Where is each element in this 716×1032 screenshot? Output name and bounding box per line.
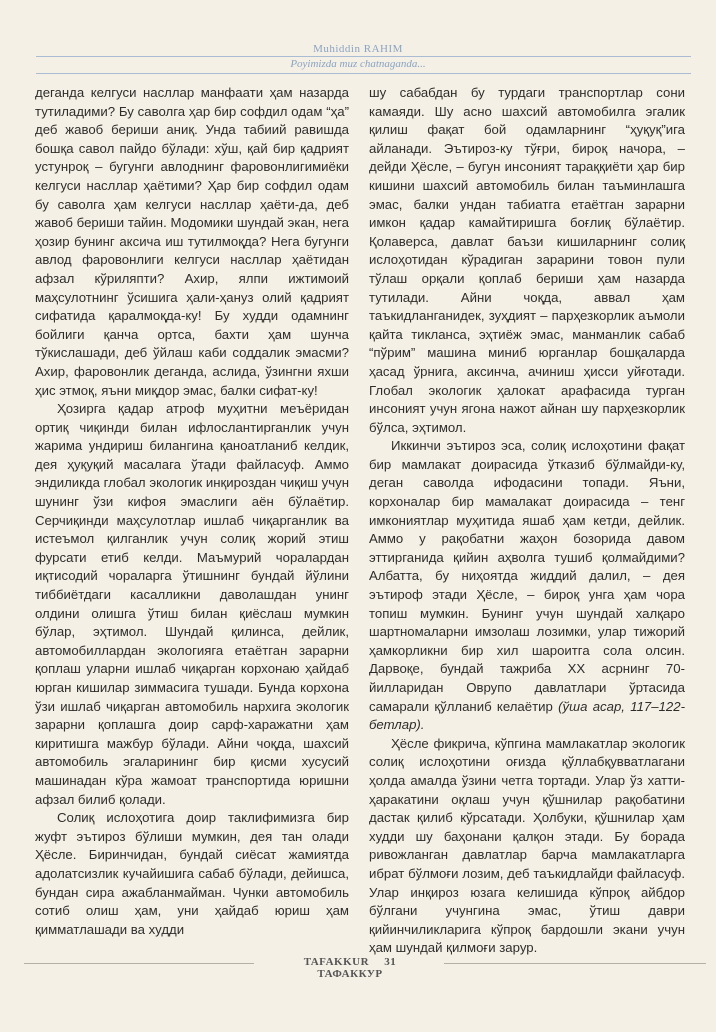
paragraph: Ҳёсле фикрича, кўпгина мамлакатлар экологик солиқ ислоҳотини оғизда қўллабқувватлагани ҳолда амалда ўзини четга тортади. Улар ўз хатти-ҳаракатини оқлаш учун қўшнилар рақобатини дастак қилиб кўрсатади. Ҳолбуки, қўшнилар ҳам худди шу баҳонани қалқон этади. Бу борада ривожланган давлатлар барча мамлакатларга ибрат бўлмоғи лозим, деб таъкидлайди файласуф. Улар инқироз юзага келишида кўпроқ айбдор бўлгани учунгина эмас, ўтиш даври қийинчиликларига кўпроқ бардошли экани учун ҳам шундай қилмоғи зарур. [369,735,685,956]
header-rule-bottom [36,73,691,74]
article-subtitle: Poyimizda muz chatnaganda... [290,58,426,70]
footer-rule-right [444,963,706,964]
left-column [35,84,349,939]
footer-title-latin: TAFAKKUR [303,956,370,968]
page-footer [260,956,440,980]
paragraph-text: Иккинчи эътироз эса, солиқ ислоҳотини фақат бир мамлакат доирасида ўтказиб бўлмайди-ку, деган саволда ифодасини топади. Яъни, корхоналар бир мамалакат доирасида – тенг имкониятлар муҳитида яшаб ҳам кетди, дейлик. Аммо у рақобатни жаҳон бозорида давом эттирганида қийин аҳволга тушиб қолмайдими? Албатта, бу ниҳоятда жиддий далил, – дея эътироф этади Ҳёсле, – бироқ унга ҳам чора топиш мумкин. Бунинг учун шундай халқаро шартномаларни имзолаш лозимки, улар тижорий ҳамкорликни бир хил шароитга сола олсин. Дарвоқе, бундай тажриба XX асрнинг 70-йилларидан Оврупо давлатлари ўртасида самарали қўлланиб келаётир [369,438,685,714]
page-header [0,0,716,90]
footer-title-cyrillic: ТАФАККУР [317,968,383,980]
page-number: 31 [384,956,397,968]
paragraph: Ҳозирга қадар атроф муҳитни меъёридан ортиқ чиқинди билан ифлослантирганлик учун жарима ундириш билангина қаноатланиб келдик, дея ҳуқуқий масалага ўтади файласуф. Аммо эндиликда глобал экологик инқироздан чиқиш учун шунинг ўзи кифоя эмаслиги аён бўлаётир. Серчиқинди маҳсулотлар ишлаб чиқарганлик ва истеъмол қилганлик учун солиқ жорий этиш фурсати етиб келди. Маъмурий чоралардан иқтисодий чораларга ўтишнинг бундай йўлини тиббиётдаги касалликни даволашдан унинг олдини олишга ўтиш билан қиёслаш мумкин бўлар, эҳтимол. Шундай қилинса, дейлик, автомобиллардан экологияга етаётган зарарни қоплаш уларни ишлаб чиқарган корхонаю ҳайдаб юрган кишилар зиммасига тушади. Бунда корхона ўзи ишлаб чиқарган автомобиль нархига экологик зарарни қоплашга доир сарф-харажатни ҳам киритишга мажбур бўлади. Айни чоқда, шахсий автомобиль эгаларининг бир қисми хусусий машинадан кўра жамоат транспортида юришни афзал билиб қолади. [35,401,349,807]
header-rule-top [36,56,691,57]
paragraph: Солиқ ислоҳотига доир таклифимизга бир жуфт эътироз бўлиши мумкин, дея тан олади Ҳёсле. Биринчидан, бундай сиёсат жамиятда адолатсизлик кучайишига сабаб бўлади, дейишса, бундан сира ажабланмайман. Чунки автомобиль сотиб олиш ҳам, уни ҳайдаб юриш ҳам қимматлашади ва худди [35,810,349,937]
right-column [369,84,685,958]
author-name: Muhiddin RAHIM [313,43,403,55]
paragraph: шу сабабдан бу турдаги транспортлар сони камаяди. Шу асно шахсий автомобилга эгалик қилиш фақат бой одамларнинг “ҳуқуқ”ига айланади. Эътироз-ку тўғри, бироқ начора, – дейди Ҳёсле, – бугун инсоният тараққиёти ҳар бир кишини шахсий автомобиль билан таъминлашга эмас, балки ундан табиатга етаётган зарарни имкон қадар камайтиришга боғлиқ бўлаётир. Қолаверса, давлат баъзи кишиларнинг солиқ ислоҳотидан кўрадиган зарарини товон пули тўлаш орқали қоплаб бериши ҳам назарда тутилади. Айни чоқда, аввал ҳам таъкидланганидек, зуҳдият – парҳезкорлик аъмоли қайта тикланса, эҳтиёж эмас, манманлик сабаб “пўрим” машина миниб юрганлар бошқаларда ҳасад ўрнига, аксинча, ачиниш ҳисси уйғотади. Глобал экологик ҳалокат арафасида турган инсоният учун ягона нажот айнан шу парҳезкорлик бўлса, эҳтимол. [369,85,685,435]
footer-rule-left [24,963,254,964]
paragraph: деганда келгуси насллар манфаати ҳам назарда тутиладими? Бу саволга ҳар бир софдил одам “ҳа” деб жавоб бериши аниқ. Унда табиий равишда бошқа савол пайдо бўлади: хўш, қай бир қадрият устунроқ – бугунги авлоднинг фаровонлигимиёки келгуси насллар ҳаётими? Ҳар бир софдил одам бу саволга ҳам келгуси насллар ҳаёти-да, деб жавоб бериши тайин. Модомики шундай экан, нега ҳозир бунинг аксича иш тутилмоқда? Нега бугунги авлод фаровонлиги келгуси насллар ҳаётидан афзал кўриляпти? Ахир, ялпи ижтимоий маҳсулотнинг ўсишига ҳали-ҳануз олий қадрият сифатида қаралмоқда-ку! Бу худди одамнинг бойлиги қанча ортса, бахти ҳам шунча тўкислашади, деб ўйлаш каби соддалик эмасми? Ахир, фаровонлик деганда, аслида, ўзингни яхши ҳис этмоқ, яъни миқдор эмас, балки сифат-ку! [35,85,349,398]
citation: (ўша асар, 117–122-бетлар). [369,698,685,733]
paragraph [369,437,685,735]
